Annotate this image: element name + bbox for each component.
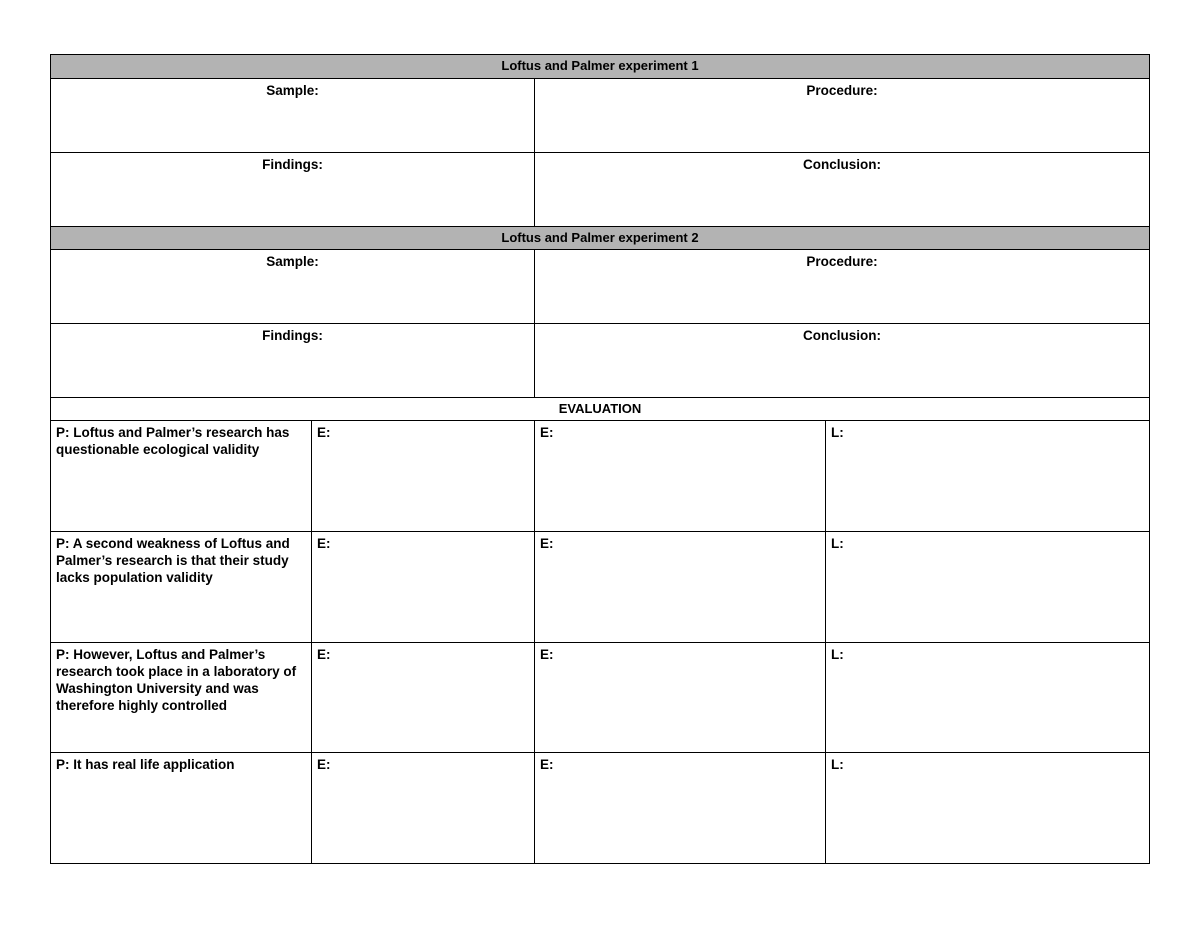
evaluation-row-2-l[interactable]: L: [826, 532, 1149, 643]
evaluation-row-3-point[interactable]: P: However, Loftus and Palmer’s research took place in a laboratory of Washington University and was therefore highly controlled [51, 643, 312, 753]
evaluation-row-4-point[interactable]: P: It has real life application [51, 753, 312, 863]
evaluation-row-2-e2[interactable]: E: [535, 532, 826, 643]
worksheet-table [50, 54, 1150, 864]
experiment-2-findings-label: Findings: [262, 328, 323, 343]
experiment-1-procedure-cell[interactable] [535, 79, 1149, 153]
evaluation-row-1-point[interactable]: P: Loftus and Palmer’s research has questionable ecological validity [51, 421, 312, 532]
experiment-2-sample-label: Sample: [266, 254, 319, 269]
experiment-1-conclusion-cell[interactable] [535, 153, 1149, 227]
experiment-2-header: Loftus and Palmer experiment 2 [51, 227, 1149, 250]
experiment-1-findings-cell[interactable] [51, 153, 535, 227]
evaluation-row-3-l[interactable]: L: [826, 643, 1149, 753]
evaluation-row-4-e2[interactable]: E: [535, 753, 826, 863]
experiment-1-sample-cell[interactable] [51, 79, 535, 153]
evaluation-header: EVALUATION [51, 398, 1149, 421]
experiment-1-sample-label: Sample: [266, 83, 319, 98]
experiment-2-conclusion-cell[interactable] [535, 324, 1149, 398]
experiment-2-conclusion-label: Conclusion: [803, 328, 881, 343]
evaluation-row-2-point[interactable]: P: A second weakness of Loftus and Palmer’s research is that their study lacks population validity [51, 532, 312, 643]
experiment-2-procedure-cell[interactable] [535, 250, 1149, 324]
experiment-1-procedure-label: Procedure: [806, 83, 878, 98]
evaluation-row-1-e2[interactable]: E: [535, 421, 826, 532]
evaluation-row-3-e2[interactable]: E: [535, 643, 826, 753]
experiment-1-findings-label: Findings: [262, 157, 323, 172]
evaluation-row-4-l[interactable]: L: [831, 757, 844, 772]
evaluation-row-2-e1[interactable]: E: [312, 532, 535, 643]
evaluation-row-1-l[interactable]: L: [826, 421, 1149, 532]
experiment-2-findings-cell[interactable] [51, 324, 535, 398]
experiment-1-header: Loftus and Palmer experiment 1 [51, 55, 1149, 79]
experiment-2-sample-cell[interactable] [51, 250, 535, 324]
experiment-1-conclusion-label: Conclusion: [803, 157, 881, 172]
evaluation-row-1-e1[interactable]: E: [312, 421, 535, 532]
evaluation-row-3-e1[interactable]: E: [312, 643, 535, 753]
experiment-2-procedure-label: Procedure: [806, 254, 878, 269]
evaluation-row-4-e1[interactable]: E: [312, 753, 535, 863]
